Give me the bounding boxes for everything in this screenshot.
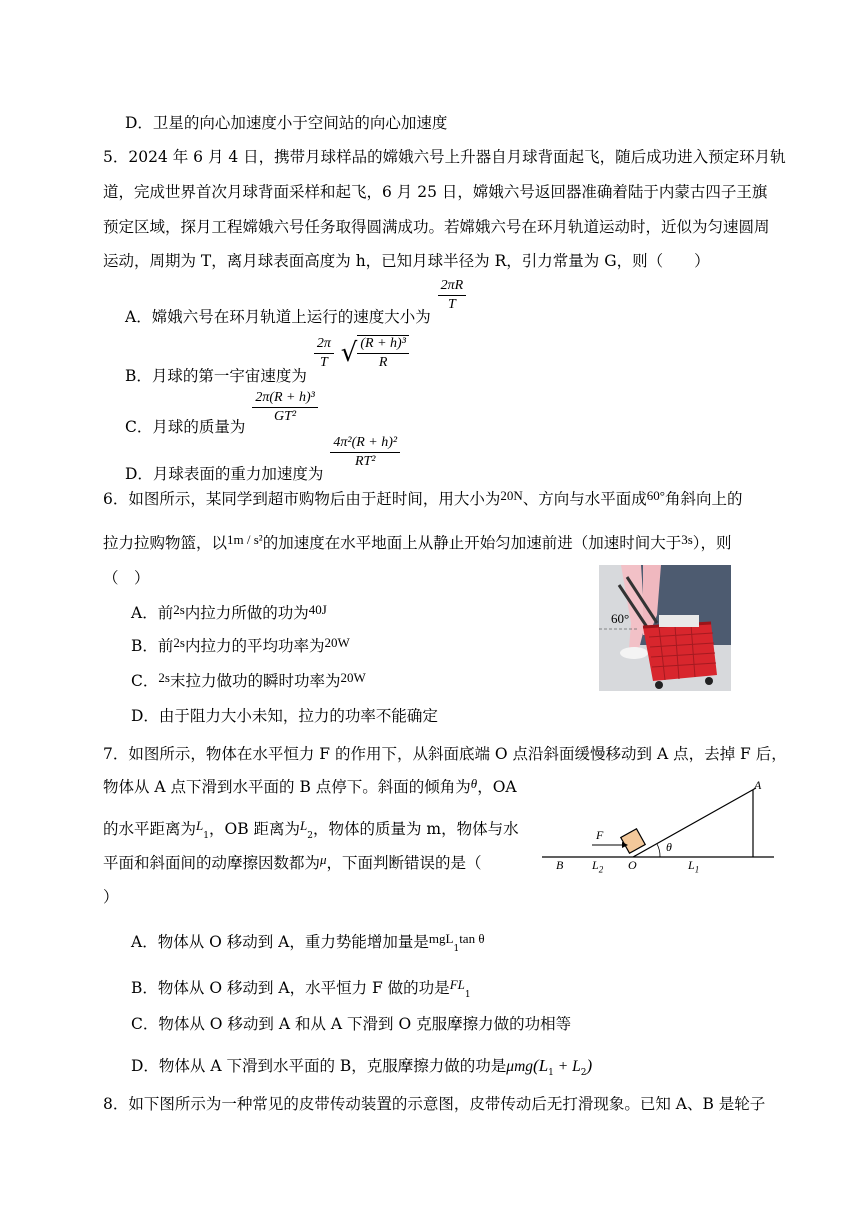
q6-paren: （ ） bbox=[103, 569, 150, 587]
q6-option-b: B．前$^{2s}$内拉力的平均功率为$^{20W}$ bbox=[131, 635, 350, 655]
q5-stem-line2: 道，完成世界首次月球背面采样和起飞，6 月 25 日，嫦娥六号返回器准确着陆于内蒙古四子王旗 bbox=[103, 183, 768, 201]
fig7-label-L1: $L_1$ bbox=[688, 858, 700, 875]
q7-stem-line4: 平面和斜面间的动摩擦因数都为$^\mu$，下面判断错误的是（ bbox=[103, 852, 482, 872]
q5-option-c: C．月球的质量为 $\frac{\text{2π(R + h)³}}{\text{GT²}}$ bbox=[125, 390, 320, 425]
q6-option-a: A．前$^{2s}$内拉力所做的功为$^{40J}$ bbox=[131, 602, 327, 622]
q5-option-a: A．嫦娥六号在环月轨道上运行的速度大小为 $\frac{2\pi R}{T}$ bbox=[125, 278, 468, 313]
q8-stem-line1: 8．如下图所示为一种常见的皮带传动装置的示意图，皮带传动后无打滑现象。已知 A、B 是轮子 bbox=[103, 1095, 766, 1113]
q6-stem-line2: 拉力拉购物篮，以$^{1m / s^2}$的加速度在水平地面上从静止开始匀加速前进（加速时间大于$^{3s}$），则 bbox=[103, 532, 732, 552]
fig7-label-O: O bbox=[628, 858, 637, 872]
q5-option-b: B．月球的第一宇宙速度为 $\frac{2\pi}{T}$ √ $\frac{\text{(R + h)³}}{R}$ bbox=[125, 335, 411, 371]
incline-diagram bbox=[536, 776, 776, 876]
fig7-label-B: B bbox=[556, 858, 564, 872]
q7-option-b: B．物体从 O 移动到 A，水平恒力 F 做的功是$^{FL}_1$ bbox=[131, 977, 471, 1001]
incline-figure bbox=[536, 776, 776, 876]
q7-option-d: D．物体从 A 下滑到水平面的 B，克服摩擦力做的功是$\mu mg(L_1 + L_2)$ bbox=[131, 1056, 593, 1079]
q7-option-a: A．物体从 O 移动到 A，重力势能增加量是$^{mgL}_1^{tan \theta}$ bbox=[131, 931, 485, 955]
q7-option-c: C．物体从 O 移动到 A 和从 A 下滑到 O 克服摩擦力做的功相等 bbox=[131, 1015, 572, 1033]
q7-stem-line1: 7．如图所示，物体在水平恒力 F 的作用下，从斜面底端 O 点沿斜面缓慢移动到 A 点，去掉 F 后， bbox=[103, 745, 787, 763]
q5-stem-line3: 预定区域，探月工程嫦娥六号任务取得圆满成功。若嫦娥六号在环月轨道运动时，近似为匀速圆周 bbox=[103, 218, 770, 236]
q5-b-formula-coef: $\frac{2\pi}{T}$ bbox=[314, 336, 334, 371]
q6-option-d: D．由于阻力大小未知，拉力的功率不能确定 bbox=[131, 707, 438, 725]
fig7-label-A: A bbox=[754, 778, 762, 792]
q6-option-c: C．$^{2s}$末拉力做功的瞬时功率为$^{20W}$ bbox=[131, 670, 366, 690]
sqrt-icon: √ bbox=[340, 338, 358, 368]
q4-option-d: D．卫星的向心加速度小于空间站的向心加速度 bbox=[125, 114, 448, 132]
q5-a-formula: $\frac{2\pi R}{T}$ bbox=[438, 278, 467, 313]
fig6-angle-label: 60° bbox=[611, 611, 630, 626]
q5-stem-line1: 5．2024 年 6 月 4 日，携带月球样品的嫦娥六号上升器自月球背面起飞，随后成功进入预定环月轨 bbox=[103, 148, 786, 166]
q7-stem-line2: 物体从 A 点下滑到水平面的 B 点停下。斜面的倾角为$^\theta$，OA bbox=[103, 776, 517, 796]
q5-d-formula: $\frac{\text{4π²(R + h)²}}{\text{RT²}}$ bbox=[330, 435, 400, 470]
q5-c-formula: $\frac{\text{2π(R + h)³}}{\text{GT²}}$ bbox=[252, 390, 318, 425]
shopping-basket-illustration bbox=[599, 565, 731, 691]
q7-stem-line3: 的水平距离为$^L_1$，OB 距离为$^L_2$，物体的质量为 m，物体与水 bbox=[103, 818, 519, 842]
q7-stem-line5: ） bbox=[103, 888, 119, 906]
fig7-label-theta: θ bbox=[666, 840, 672, 854]
q5-option-d: D．月球表面的重力加速度为 $\frac{\text{4π²(R + h)²}}{\text{RT²}}$ bbox=[125, 435, 402, 470]
shopping-basket-figure bbox=[599, 565, 731, 691]
fig7-label-L2: $L_2$ bbox=[592, 858, 604, 875]
q6-stem-line1: 6．如图所示，某同学到超市购物后由于赶时间，用大小为$^{20N}$、方向与水平面成$^{60^\circ}$角斜向上的 bbox=[103, 488, 743, 508]
fig7-label-F: F bbox=[596, 828, 604, 842]
q5-stem-line4: 运动，周期为 T，离月球表面高度为 h，已知月球半径为 R，引力常量为 G，则（ ） bbox=[103, 252, 710, 270]
q5-b-formula-radicand: $\frac{\text{(R + h)³}}{R}$ bbox=[357, 335, 409, 371]
